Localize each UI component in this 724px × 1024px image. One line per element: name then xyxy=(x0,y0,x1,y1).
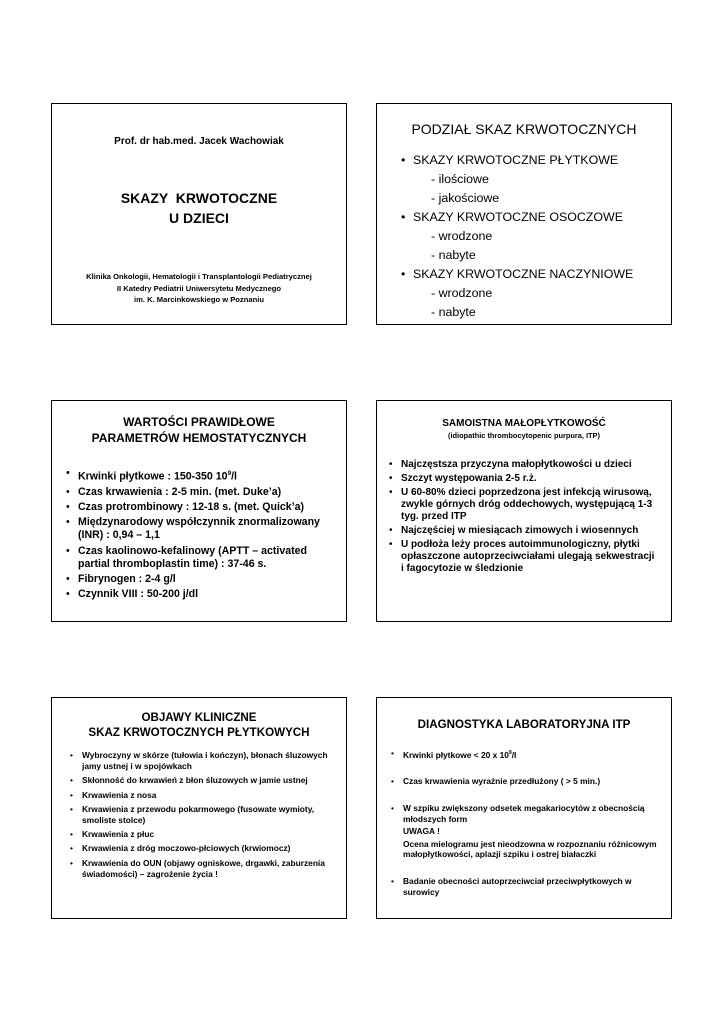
affiliation-line-2: II Katedry Pediatrii Uniwersytetu Medycznego xyxy=(116,284,282,293)
list-subitem: - wrodzone xyxy=(431,286,493,300)
slide-lab-diagnostics xyxy=(376,697,672,919)
list-item: • Wybroczyny w skórze (tułowia i kończyn), błonach śluzowych jamy ustnej i w spojówkach xyxy=(82,750,336,772)
list-item: • Badanie obecności autoprzeciwciał przeciwpłytkowych w surowicy xyxy=(403,876,659,897)
slide-heading: DIAGNOSTYKA LABORATORYJNA ITP xyxy=(417,718,631,731)
list-item-text: • W szpiku zwiększony odsetek megakariocytów z obecnością młodszych form xyxy=(403,802,645,824)
slide-classification xyxy=(376,103,672,325)
list-item xyxy=(403,803,659,860)
clinical-signs-list xyxy=(82,750,336,880)
affiliation-line-3: im. K. Marcinkowskiego w Poznaniu xyxy=(134,295,264,304)
title-line-2: U DZIECI xyxy=(169,210,229,226)
slide-heading-line-1: WARTOŚCI PRAWIDŁOWE xyxy=(123,415,275,429)
slide-heading: PODZIAŁ SKAZ KRWOTOCZNYCH xyxy=(411,121,637,137)
list-item: • Krwawienia z nosa xyxy=(82,790,336,801)
list-item: • SKAZY KRWOTOCZNE NACZYNIOWE xyxy=(413,265,633,284)
list-item: • Skłonność do krwawień z błon śluzowych w jamie ustnej xyxy=(82,775,336,786)
slide-clinical-signs xyxy=(51,697,347,919)
slide-heading: SAMOISTNA MAŁOPŁYTKOWOŚĆ xyxy=(442,418,606,429)
list-item: • Międzynarodowy współczynnik znormalizowany (INR) : 0,94 – 1,1 xyxy=(78,516,336,542)
slide-subheading: (idiopathic thrombocytopenic purpura, ITP) xyxy=(448,431,600,440)
list-item: • Czas krwawienia : 2-5 min. (met. Duke’a) xyxy=(78,486,336,499)
list-item: • Krwinki płytkowe < 20 x $10^9/l$ xyxy=(403,748,659,760)
list-item: • Czynnik VIII : 50-200 j/dl xyxy=(78,588,336,601)
list-subitem: - nabyte xyxy=(431,248,476,262)
list-item: • Czas krwawienia wyraźnie przedłużony ( > 5 min.) xyxy=(403,776,659,787)
slide-title xyxy=(51,103,347,325)
slide-heading-line-2: SKAZ KRWOTOCZNYCH PŁYTKOWYCH xyxy=(88,726,310,739)
list-item: • SKAZY KRWOTOCZNE PŁYTKOWE xyxy=(413,151,633,170)
warning-label: UWAGA ! xyxy=(403,826,440,837)
list-item: • Krwinki płytkowe : 150-350 $10^9/l$ xyxy=(78,467,336,484)
list-item: • Najczęstsza przyczyna małopłytkowości u dzieci xyxy=(401,459,659,471)
list-item: • U 60-80% dzieci poprzedzona jest infekcją wirusową, zwykle górnych dróg oddechowych, występującą 1-3 tyg. przed ITP xyxy=(401,487,659,523)
classification-list xyxy=(413,151,633,322)
list-item: • Krwawienia do OUN (objawy ogniskowe, drgawki, zaburzenia świadomości) – zagrożenie życia ! xyxy=(82,858,336,880)
lab-list xyxy=(403,748,659,897)
normal-values-list xyxy=(78,467,336,601)
list-item: • SKAZY KRWOTOCZNE OSOCZOWE xyxy=(413,208,633,227)
affiliation-line-1: Klinika Onkologii, Hematologii i Transplantologii Pediatrycznej xyxy=(86,272,312,281)
warning-text: Ocena mielogramu jest nieodzowna w rozpoznaniu różnicowym małopłytkowości, aplazji szpiku i ostrej białaczki xyxy=(403,838,657,860)
author: Prof. dr hab.med. Jacek Wachowiak xyxy=(114,136,284,147)
slide-normal-values xyxy=(51,400,347,622)
list-item: • Czas kaolinowo-kefalinowy (APTT – activated partial thromboplastin time) : 37-46 s. xyxy=(78,545,336,571)
list-item: • Najczęściej w miesiącach zimowych i wiosennych xyxy=(401,525,659,537)
list-item: • Czas protrombinowy : 12-18 s. (met. Quick’a) xyxy=(78,501,336,514)
list-item: • Szczyt występowania 2-5 r.ż. xyxy=(401,473,659,485)
list-item: • U podłoża leży proces autoimmunologiczny, płytki opłaszczone autoprzeciwciałami ulegają sekwestracji i fagocytozie w śledzionie xyxy=(401,539,659,575)
title-line-1: SKAZY KRWOTOCZNE xyxy=(120,190,278,206)
list-subitem: - nabyte xyxy=(431,305,476,319)
list-subitem: - ilościowe xyxy=(431,172,489,186)
slide-heading-line-2: PARAMETRÓW HEMOSTATYCZNYCH xyxy=(91,431,307,445)
list-item: • Krwawienia z przewodu pokarmowego (fusowate wymioty, smoliste stolce) xyxy=(82,804,336,826)
list-item: • Krwawienia z dróg moczowo-płciowych (krwiomocz) xyxy=(82,843,336,854)
itp-list xyxy=(401,459,659,575)
list-item: • Krwawienia z płuc xyxy=(82,829,336,840)
list-subitem: - jakościowe xyxy=(431,191,500,205)
slide-heading-line-1: OBJAWY KLINICZNE xyxy=(141,711,257,724)
list-item: • Fibrynogen : 2-4 g/l xyxy=(78,573,336,586)
list-subitem: - wrodzone xyxy=(431,229,493,243)
slide-itp xyxy=(376,400,672,622)
